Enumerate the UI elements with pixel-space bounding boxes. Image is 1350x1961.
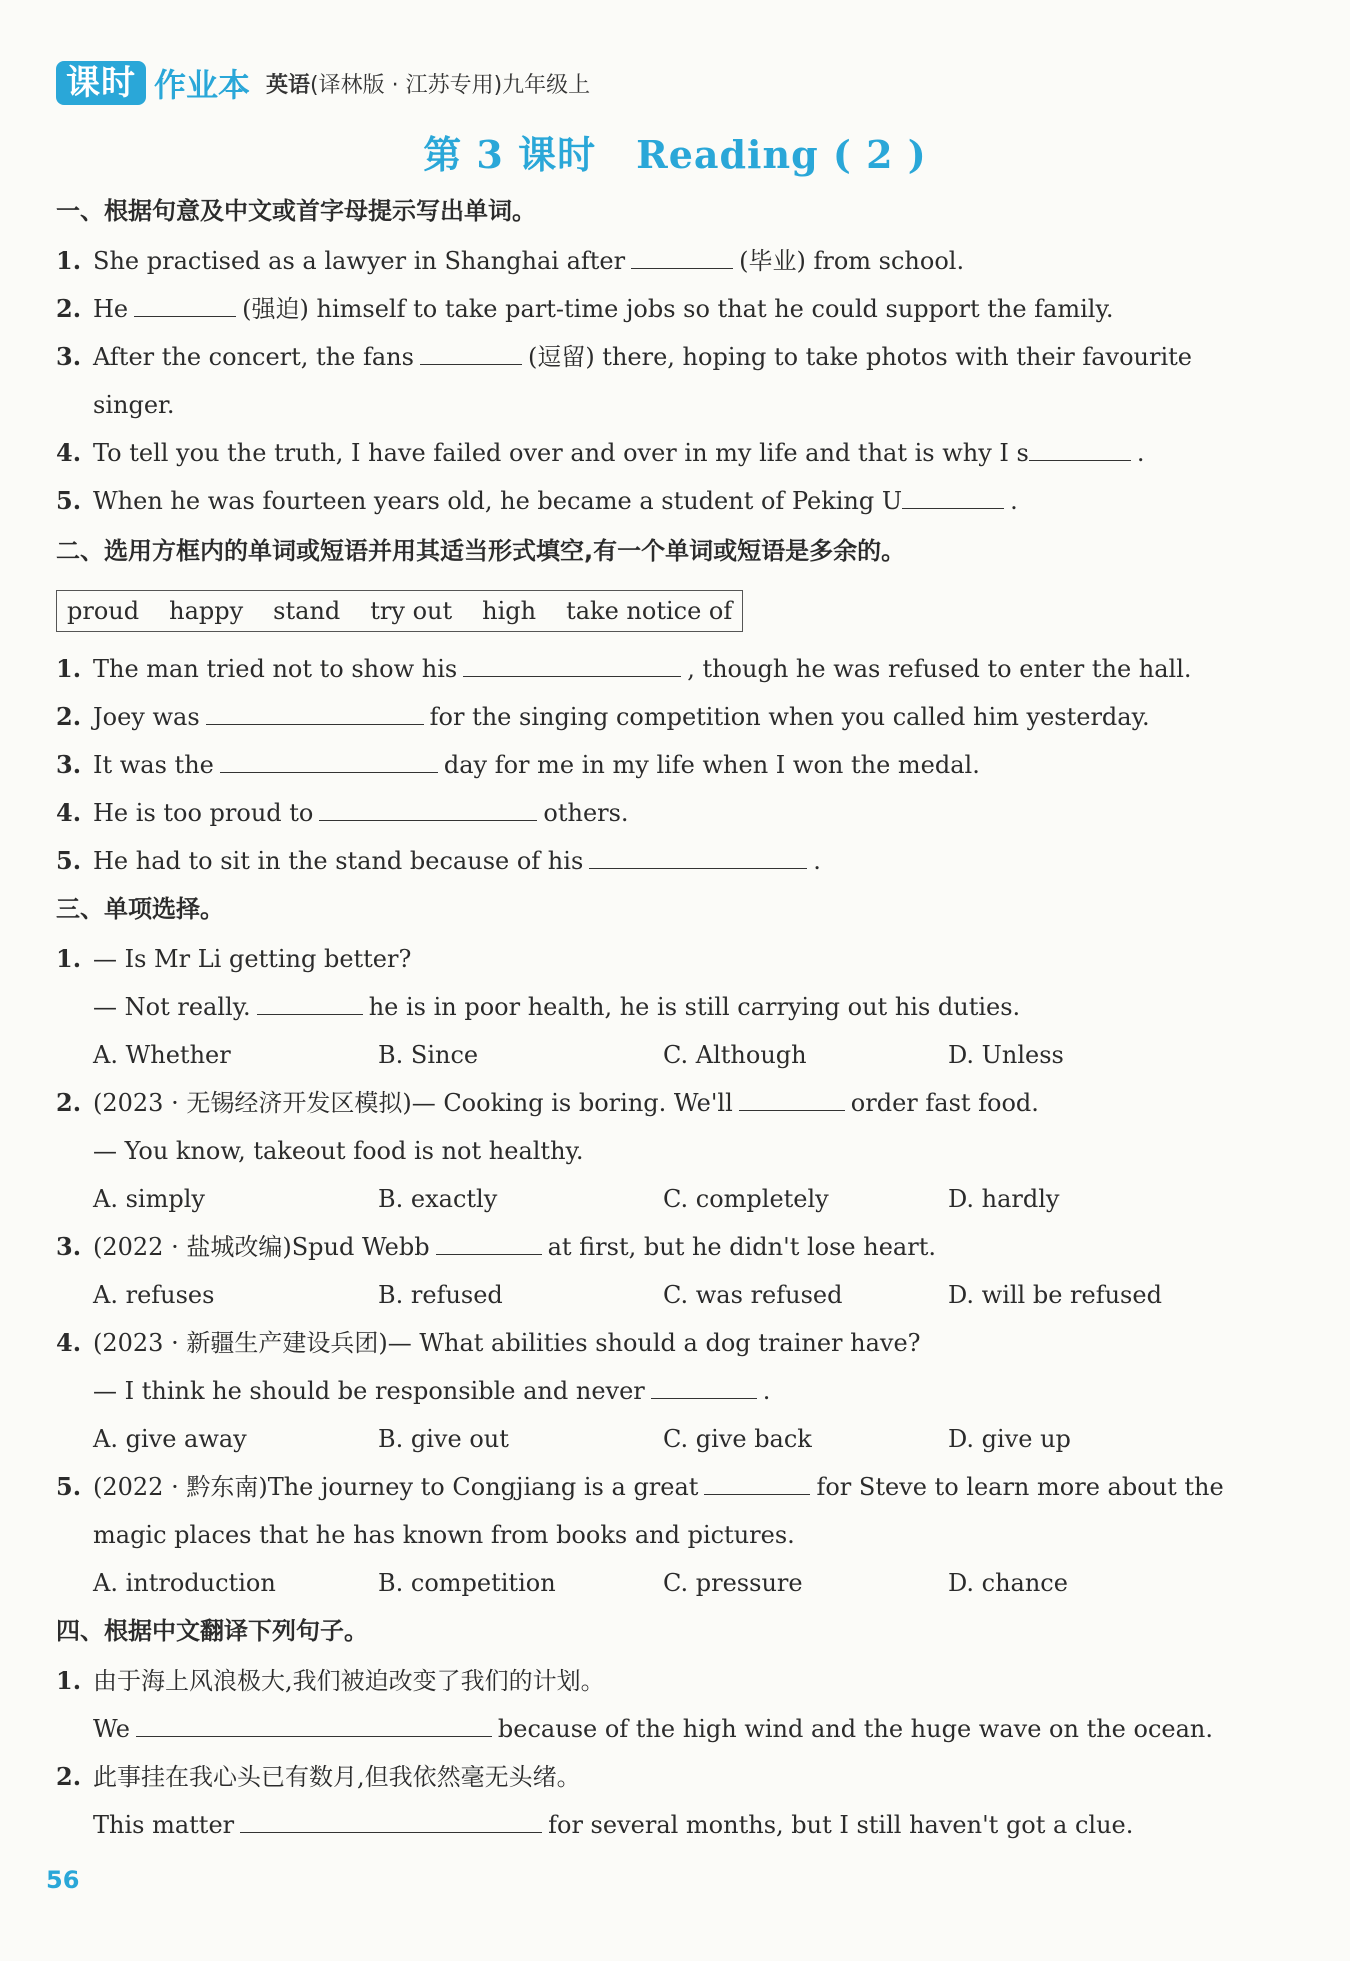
item-number: 5. [56, 846, 82, 875]
answer-blank[interactable] [257, 990, 363, 1015]
word-option: try out [370, 597, 453, 625]
option-d[interactable]: D. chance [948, 1569, 1068, 1597]
answer-blank[interactable] [420, 340, 522, 365]
s2-item-3: It was the day for me in my life when I won the medal. [93, 748, 980, 782]
page-number: 56 [46, 1866, 80, 1894]
item-number: 1. [56, 246, 82, 275]
s1-item-2: He (强迫) himself to take part-time jobs so that he could support the family. [93, 292, 1113, 326]
option-c[interactable]: C. Although [663, 1041, 807, 1069]
s4-item-1-chinese: 由于海上风浪极大,我们被迫改变了我们的计划。 [93, 1667, 605, 1695]
section-1-heading: 一、根据句意及中文或首字母提示写出单词。 [56, 197, 536, 225]
option-d[interactable]: D. will be refused [948, 1281, 1162, 1309]
option-b[interactable]: B. exactly [378, 1185, 498, 1213]
answer-blank[interactable] [589, 844, 807, 869]
s4-item-2-chinese: 此事挂在我心头已有数月,但我依然毫无头绪。 [93, 1763, 581, 1791]
item-number: 4. [56, 438, 82, 467]
answer-blank[interactable] [1029, 436, 1131, 461]
lesson-name: Reading ( 2 ) [636, 132, 927, 177]
s4-item-1-english: We because of the high wind and the huge wave on the ocean. [93, 1712, 1213, 1746]
s1-item-3-cont: singer. [93, 391, 175, 419]
option-a[interactable]: A. give away [93, 1425, 247, 1453]
option-d[interactable]: D. give up [948, 1425, 1071, 1453]
s3-q2-line1: (2023 · 无锡经济开发区模拟)— Cooking is boring. We'll order fast food. [93, 1086, 1039, 1120]
option-d[interactable]: D. hardly [948, 1185, 1060, 1213]
option-b[interactable]: B. give out [378, 1425, 509, 1453]
item-number: 4. [56, 1328, 82, 1357]
item-number: 5. [56, 1472, 82, 1501]
s2-item-4: He is too proud to others. [93, 796, 629, 830]
word-box [56, 590, 743, 632]
answer-blank[interactable] [651, 1374, 757, 1399]
word-option: high [482, 597, 537, 625]
edition-label: (译林版 · 江苏专用)九年级上 [310, 72, 591, 98]
brand-name: 作业本 [154, 66, 251, 104]
lesson-title [0, 124, 1350, 179]
s3-q5-line2: magic places that he has known from books and pictures. [93, 1521, 795, 1549]
s1-item-3: After the concert, the fans (逗留) there, hoping to take photos with their favourite [93, 340, 1192, 374]
item-number: 2. [56, 294, 82, 323]
lesson-number: 第 3 课时 [423, 132, 597, 177]
word-option: stand [273, 597, 341, 625]
section-2-heading: 二、选用方框内的单词或短语并用其适当形式填空,有一个单词或短语是多余的。 [56, 537, 906, 565]
subject-label: 英语 [266, 72, 311, 98]
s2-item-5: He had to sit in the stand because of his . [93, 844, 821, 878]
book-subtitle [266, 68, 590, 99]
option-a[interactable]: A. introduction [93, 1569, 276, 1597]
answer-blank[interactable] [436, 1230, 542, 1255]
answer-blank[interactable] [134, 292, 236, 317]
s1-item-5: When he was fourteen years old, he became a student of Peking U . [93, 484, 1018, 518]
option-c[interactable]: C. give back [663, 1425, 812, 1453]
answer-blank[interactable] [136, 1712, 492, 1737]
answer-blank[interactable] [631, 244, 733, 269]
answer-blank[interactable] [240, 1808, 542, 1833]
option-c[interactable]: C. completely [663, 1185, 829, 1213]
section-4-heading: 四、根据中文翻译下列句子。 [56, 1617, 368, 1645]
item-number: 1. [56, 654, 82, 683]
word-option: happy [169, 597, 244, 625]
s3-q1-line1: — Is Mr Li getting better? [93, 945, 412, 973]
s2-item-2: Joey was for the singing competition when you called him yesterday. [93, 700, 1150, 734]
option-c[interactable]: C. was refused [663, 1281, 843, 1309]
s4-item-2-english: This matter for several months, but I still haven't got a clue. [93, 1808, 1133, 1842]
item-number: 5. [56, 486, 82, 515]
s2-item-1: The man tried not to show his , though he was refused to enter the hall. [93, 652, 1192, 686]
answer-blank[interactable] [704, 1470, 810, 1495]
s1-item-4: To tell you the truth, I have failed over and over in my life and that is why I s . [93, 436, 1145, 470]
word-option: proud [67, 597, 140, 625]
answer-blank[interactable] [220, 748, 438, 773]
brand-logo: 课时 [56, 61, 146, 105]
s3-q1-line2: — Not really. he is in poor health, he is still carrying out his duties. [93, 990, 1020, 1024]
option-c[interactable]: C. pressure [663, 1569, 803, 1597]
answer-blank[interactable] [902, 484, 1004, 509]
item-number: 1. [56, 944, 82, 973]
option-a[interactable]: A. Whether [93, 1041, 231, 1069]
option-a[interactable]: A. simply [93, 1185, 205, 1213]
option-d[interactable]: D. Unless [948, 1041, 1064, 1069]
item-number: 2. [56, 702, 82, 731]
answer-blank[interactable] [206, 700, 424, 725]
item-number: 4. [56, 798, 82, 827]
header-brand [56, 60, 590, 106]
s3-q4-line1: (2023 · 新疆生产建设兵团)— What abilities should a dog trainer have? [93, 1329, 921, 1357]
s3-q3-line1: (2022 · 盐城改编)Spud Webb at first, but he didn't lose heart. [93, 1230, 936, 1264]
option-a[interactable]: A. refuses [93, 1281, 215, 1309]
item-number: 3. [56, 1232, 82, 1261]
item-number: 2. [56, 1088, 82, 1117]
s1-item-1: She practised as a lawyer in Shanghai after (毕业) from school. [93, 244, 964, 278]
option-b[interactable]: B. refused [378, 1281, 503, 1309]
item-number: 3. [56, 342, 82, 371]
item-number: 1. [56, 1666, 82, 1695]
item-number: 3. [56, 750, 82, 779]
s3-q2-line2: — You know, takeout food is not healthy. [93, 1137, 584, 1165]
answer-blank[interactable] [739, 1086, 845, 1111]
section-3-heading: 三、单项选择。 [56, 895, 224, 923]
word-option: take notice of [566, 597, 733, 625]
answer-blank[interactable] [319, 796, 537, 821]
s3-q4-line2: — I think he should be responsible and never . [93, 1374, 770, 1408]
option-b[interactable]: B. competition [378, 1569, 556, 1597]
s3-q5-line1: (2022 · 黔东南)The journey to Congjiang is a great for Steve to learn more about the [93, 1470, 1224, 1504]
option-b[interactable]: B. Since [378, 1041, 479, 1069]
item-number: 2. [56, 1762, 82, 1791]
answer-blank[interactable] [463, 652, 681, 677]
